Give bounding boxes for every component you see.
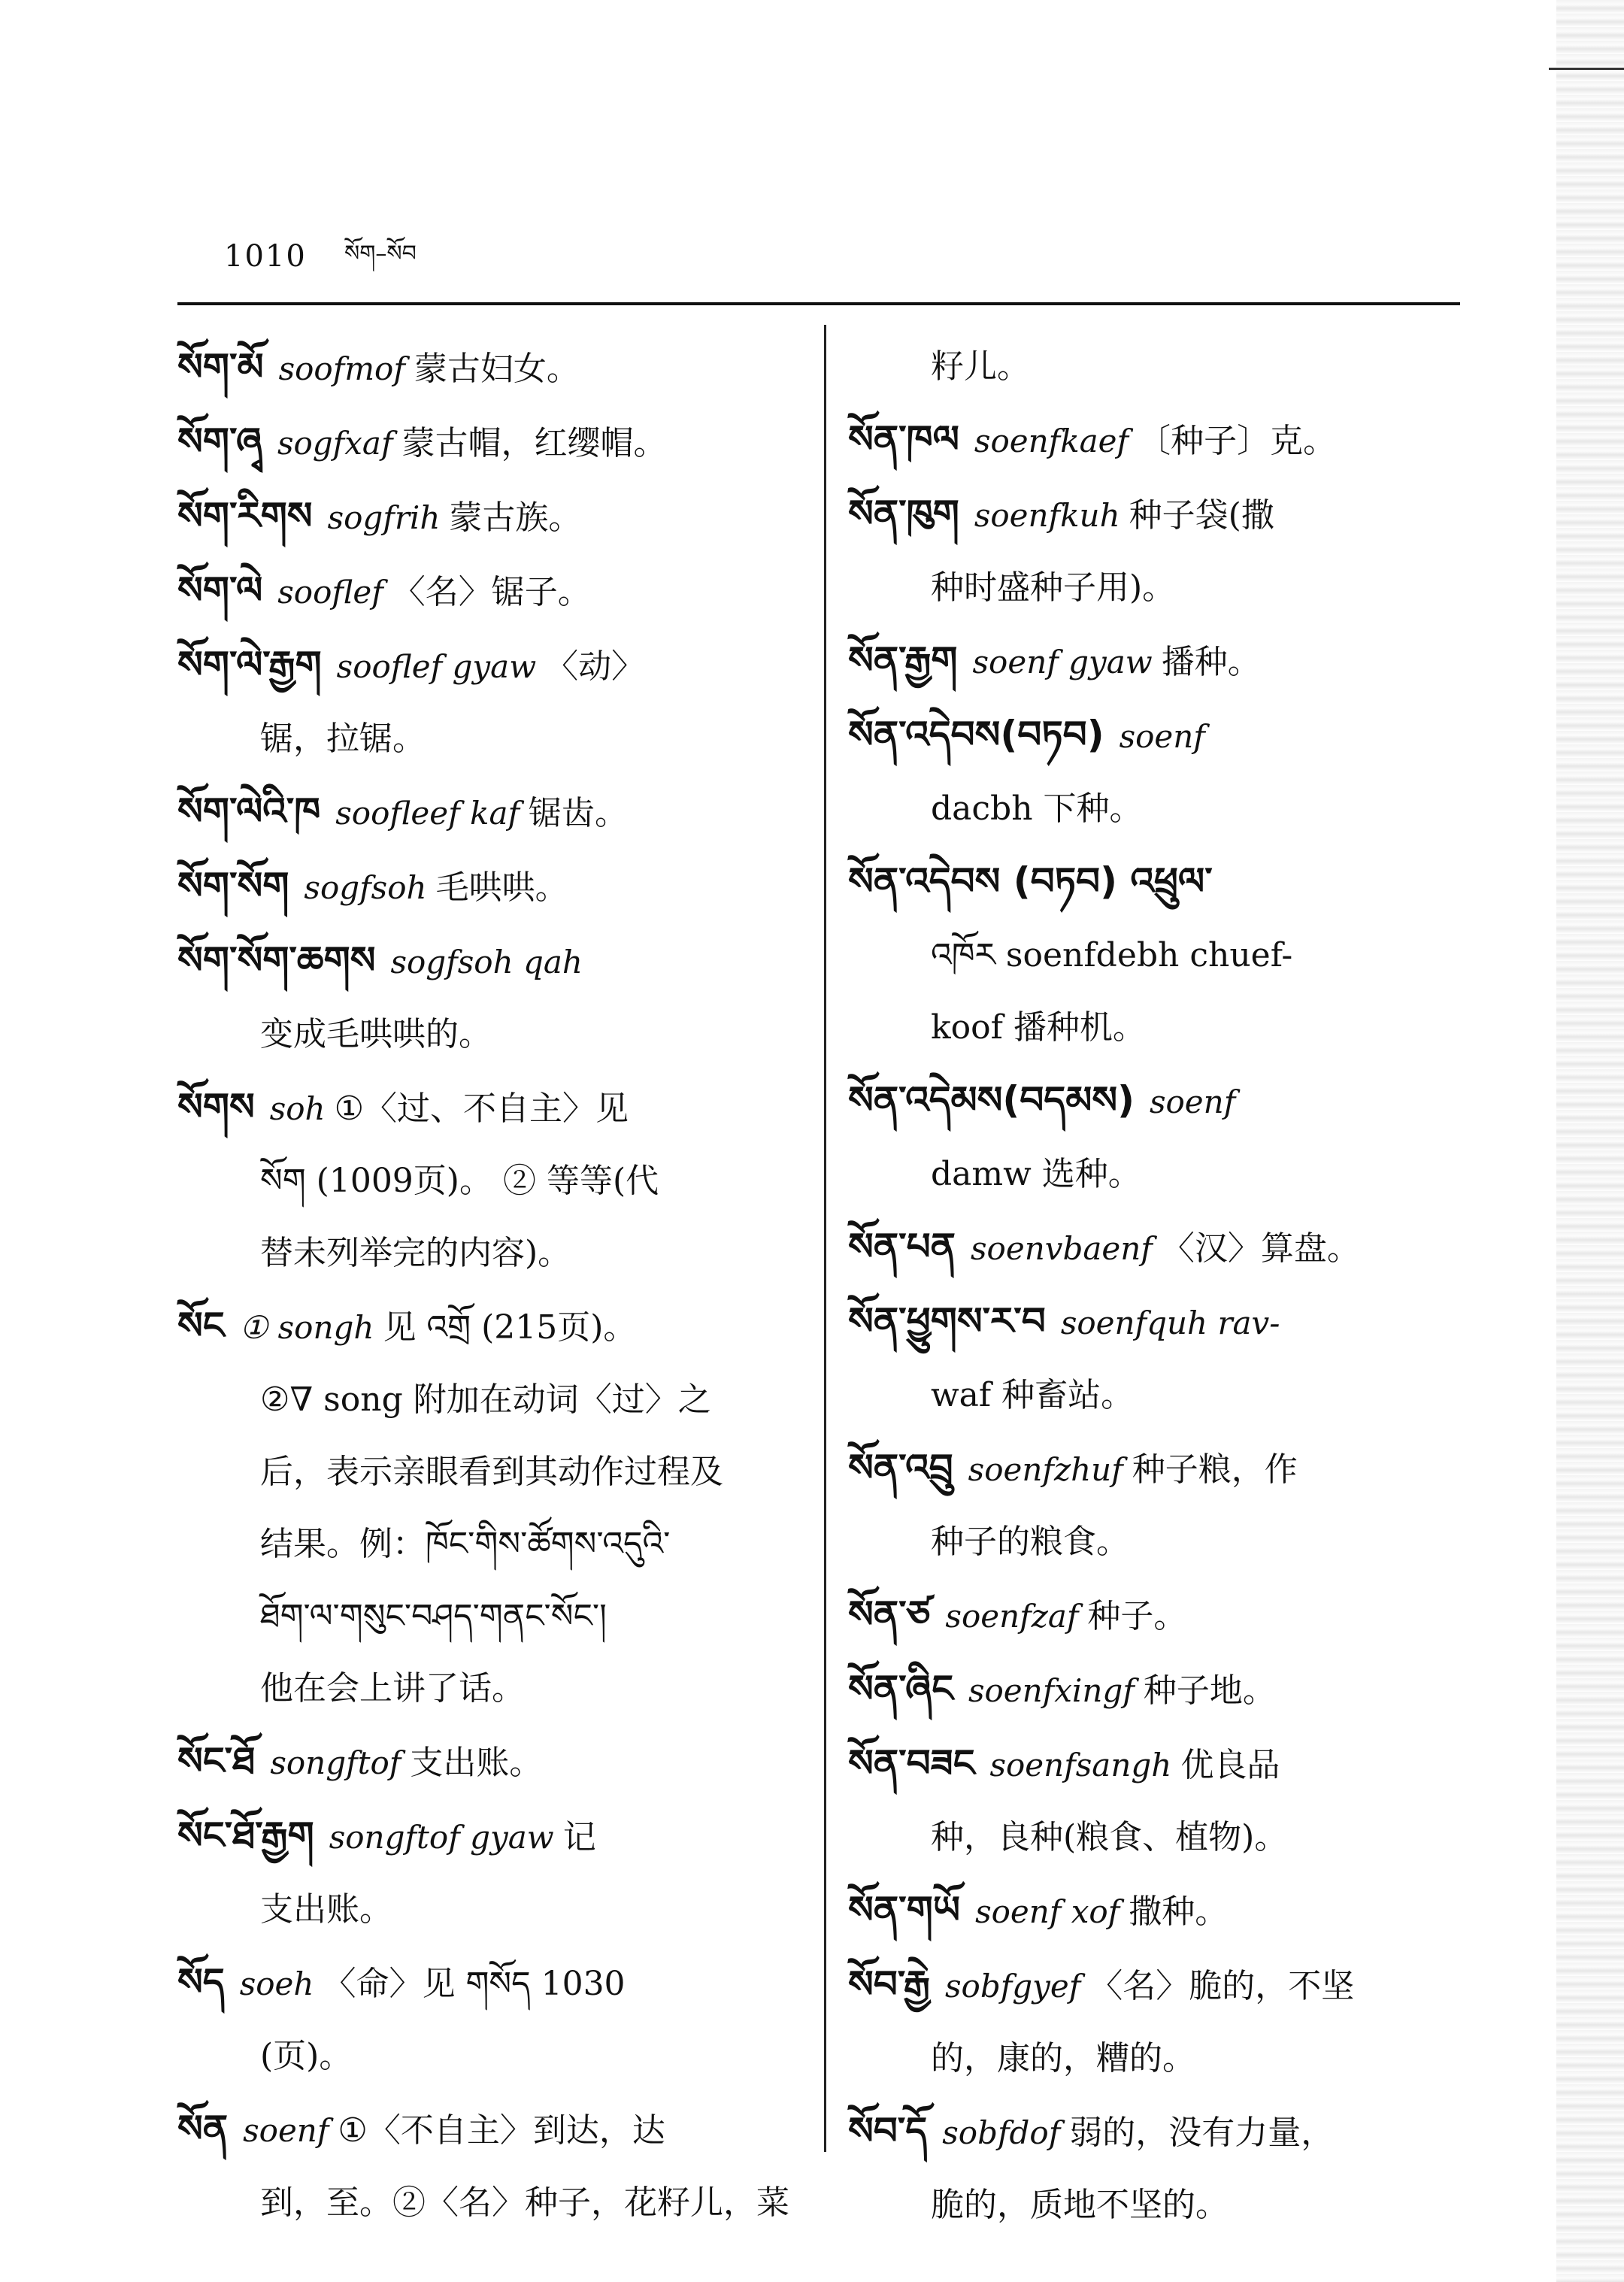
entry-headword: སོན་འདེབས(བཏབ) <box>848 713 1104 756</box>
entry-continuation: dacbh 下种。 <box>931 789 1143 828</box>
column-divider <box>824 325 826 2152</box>
entry-headword: སོང <box>177 1304 225 1347</box>
entry-headword: སོག་ལེའི་ཁ <box>177 789 321 833</box>
entry-continuation: 替未列举完的内容)。 <box>260 1234 571 1272</box>
dictionary-entry <box>848 1948 1465 2023</box>
dictionary-entry <box>848 477 1465 552</box>
entry-headword: སོན་ཙ <box>848 1593 931 1636</box>
entry-definition: 〈动〉 <box>545 647 645 686</box>
header-rule <box>177 302 1460 305</box>
entry-headword: སོན་ཕྱུགས་ར་བ <box>848 1299 1046 1343</box>
scanned-page-edge <box>1556 0 1624 2282</box>
entry-romanization: songftof gyaw <box>329 1819 554 1856</box>
entry-definition: 〈汉〉算盘。 <box>1161 1229 1360 1268</box>
entry-headword: སོན་རྒྱག <box>848 638 958 682</box>
entry-romanization: sobfgyef <box>945 1968 1081 2005</box>
entry-headword: སོག་སོག་ཆགས <box>177 938 376 982</box>
entry-headword: སོན་བཟང <box>848 1741 975 1785</box>
entry-headword: སོན་ཁུག <box>848 492 959 535</box>
entry-continuation: 脆的，质地不坚的。 <box>931 2186 1229 2224</box>
entry-continuation: ②∇ song 附加在动词〈过〉之 <box>260 1380 711 1419</box>
entry-definition: 蒙古妇女。 <box>414 350 580 388</box>
entry-continuation: waf 种畜站。 <box>931 1376 1135 1414</box>
entry-headword: སོན་ཁལ <box>848 417 959 461</box>
entry-definition: 见 འགྲོ (215页)。 <box>383 1308 637 1347</box>
entry-continuation: 种，良种(粮食、植物)。 <box>931 1818 1288 1856</box>
dictionary-entry <box>177 480 801 554</box>
entry-headword: སོབ་རྒྱེ <box>848 1962 930 2006</box>
entry-continuation: 支出账。 <box>260 1890 392 1929</box>
entry-headword: སོགས <box>177 1085 255 1129</box>
entry-headword: སོག་སོག <box>177 864 289 908</box>
entry-headword: སོན་ཞིང <box>848 1667 953 1711</box>
entry-definition: 种子粮，作 <box>1132 1450 1298 1489</box>
entry-definition: 〈命〉见 གསོད 1030 <box>323 1965 626 2003</box>
entry-continuation: སོག (1009页)。 ② 等等(代 <box>260 1162 659 1200</box>
entry-continuation: 他在会上讲了话。 <box>260 1669 525 1708</box>
entry-headword: སོང་ཐོ་རྒྱག <box>177 1814 314 1857</box>
entry-romanization: ① songh <box>239 1309 374 1346</box>
entry-continuation: 锯，拉锯。 <box>260 720 426 758</box>
entry-definition: 〈名〉锯子。 <box>392 573 591 611</box>
entry-headword: སོག་མོ <box>177 345 264 389</box>
entry-headword: སོག་ལེ་རྒྱག <box>177 643 322 686</box>
entry-continuation: 后，表示亲眼看到其动作过程及 <box>260 1453 723 1491</box>
entry-romanization: songftof <box>270 1744 401 1781</box>
dictionary-entry <box>848 403 1465 477</box>
dictionary-entry <box>848 1653 1465 1727</box>
entry-definition: 播种。 <box>1161 643 1261 681</box>
entry-continuation: damw 选种。 <box>931 1155 1141 1193</box>
entry-continuation: 种子的粮食。 <box>931 1523 1129 1561</box>
dictionary-entry <box>177 554 801 629</box>
dictionary-entry <box>177 1071 801 1145</box>
entry-romanization: soenfzhuf <box>968 1451 1123 1488</box>
dictionary-entry <box>177 629 801 703</box>
entry-romanization: sogfsoh qah <box>390 944 583 980</box>
entry-definition: 蒙古帽，红缨帽。 <box>401 424 667 462</box>
entry-headword: སོང་ཐོ <box>177 1739 256 1783</box>
entry-headword: སོག་ལེ <box>177 568 263 612</box>
entry-definition: 蒙古族。 <box>449 499 582 537</box>
dictionary-entry <box>848 1727 1465 1802</box>
entry-definition: 撒种。 <box>1129 1893 1229 1931</box>
entry-romanization: soenf <box>1119 718 1205 755</box>
dictionary-entry <box>177 1289 801 1364</box>
entry-headword: སོན <box>177 2107 229 2150</box>
entry-romanization: soenfquh rav- <box>1060 1305 1280 1341</box>
entry-romanization: soeh <box>239 1965 314 2002</box>
edge-rule <box>1549 68 1624 70</box>
entry-romanization: soofleef kaf <box>335 795 520 832</box>
dictionary-entry <box>848 1432 1465 1506</box>
entry-continuation: 到，至。②〈名〉种子，花籽儿，菜 <box>260 2184 789 2222</box>
page-number: 1010 <box>224 239 307 274</box>
entry-romanization: soenfkaef <box>974 423 1129 459</box>
dictionary-entry <box>848 624 1465 699</box>
entry-romanization: sogfsoh <box>304 869 427 906</box>
dictionary-entry <box>177 1799 801 1874</box>
entry-definition: ①〈不自主〉到达，达 <box>338 2111 665 2150</box>
entry-definition: 支出账。 <box>410 1744 543 1782</box>
entry-headword: སོག་ཞྭ <box>177 420 262 463</box>
entry-definition: 弱的，没有力量， <box>1069 2114 1335 2152</box>
dictionary-entry <box>177 2093 801 2167</box>
dictionary-entry <box>177 1725 801 1799</box>
entry-definition: ①〈过、不自主〉见 <box>334 1089 629 1128</box>
dictionary-entry <box>848 1211 1465 1285</box>
entry-romanization: soenf gyaw <box>972 644 1153 680</box>
entry-romanization: sogfxaf <box>277 425 393 462</box>
dictionary-entry <box>177 850 801 924</box>
entry-headword: སོན་འདེམས(བདམས) <box>848 1078 1135 1122</box>
entry-romanization: soenfzaf <box>945 1598 1079 1635</box>
entry-continuation: 种时盛种子用)。 <box>931 568 1176 607</box>
dictionary-entry <box>177 1946 801 2020</box>
dictionary-entry <box>848 1874 1465 1948</box>
dictionary-entry <box>848 1578 1465 1653</box>
entry-headword: སོན་འབྲུ <box>848 1446 953 1490</box>
dictionary-entry <box>177 331 801 405</box>
entry-romanization: soenfkuh <box>974 497 1120 534</box>
entry-continuation: ཐོག་ལ་གསུང་བཤད་གནང་སོང་། <box>260 1597 607 1635</box>
entry-headword: སོད <box>177 1960 225 2004</box>
entry-continuation: koof 播种机。 <box>931 1008 1146 1047</box>
entry-definition: 优良品 <box>1180 1746 1280 1784</box>
entry-headword: སོན་འདེབས (བཏབ) འཕྲུལ་ <box>848 859 1213 903</box>
dictionary-entry <box>848 845 1465 920</box>
entry-headword: སོབ་དོ <box>848 2109 928 2153</box>
entry-definition: 种子。 <box>1087 1597 1187 1635</box>
entry-continuation: 的，康的，糟的。 <box>931 2039 1195 2077</box>
running-head: སོག–སོབ <box>344 241 417 267</box>
entry-continuation: འཁོར soenfdebh chuef- <box>931 936 1293 974</box>
entry-headword: སོན་གཡོ <box>848 1888 961 1932</box>
entry-definition: 种子地。 <box>1143 1671 1276 1710</box>
entry-romanization: soenf xof <box>975 1893 1120 1930</box>
entry-definition: 记 <box>562 1818 596 1856</box>
entry-headword: སོན་པན <box>848 1225 956 1268</box>
entry-continuation: 籽儿。 <box>931 347 1030 386</box>
entry-definition: 〔种子〕克。 <box>1138 422 1337 460</box>
dictionary-entry <box>848 2095 1465 2169</box>
entry-headword: སོག་རིགས <box>177 494 313 538</box>
entry-romanization: soenf <box>1149 1083 1236 1120</box>
dictionary-entry <box>177 405 801 480</box>
entry-continuation: 变成毛哄哄的。 <box>260 1015 492 1053</box>
entry-romanization: soenvbaenf <box>971 1230 1153 1267</box>
right-column <box>848 331 1465 2241</box>
entry-romanization: soofmof <box>278 350 405 387</box>
entry-definition: 锯齿。 <box>529 794 629 832</box>
dictionary-entry <box>177 924 801 999</box>
entry-definition: 〈名〉脆的，不坚 <box>1089 1967 1355 2005</box>
dictionary-entry <box>848 1285 1465 1359</box>
entry-continuation: 结果。例：ཁོང་གིས་ཚོགས་འདུའི་ <box>260 1525 671 1563</box>
entry-romanization: soenfxingf <box>968 1672 1135 1709</box>
entry-romanization: sogfrih <box>327 499 441 536</box>
entry-romanization: soenf <box>243 2112 329 2149</box>
dictionary-entry <box>177 775 801 850</box>
entry-romanization: sobfdof <box>942 2114 1061 2151</box>
entry-romanization: sooflef <box>277 574 383 611</box>
left-column <box>177 331 801 2239</box>
entry-continuation: (页)。 <box>260 2037 353 2075</box>
entry-romanization: soenfsangh <box>989 1747 1172 1783</box>
entry-definition: 种子袋(撒 <box>1129 496 1274 535</box>
dictionary-entry <box>848 1064 1465 1138</box>
dictionary-entry <box>848 699 1465 773</box>
entry-definition: 毛哄哄。 <box>435 868 568 907</box>
entry-romanization: sooflef gyaw <box>336 648 537 685</box>
page-header <box>224 239 417 274</box>
entry-romanization: soh <box>269 1090 326 1127</box>
